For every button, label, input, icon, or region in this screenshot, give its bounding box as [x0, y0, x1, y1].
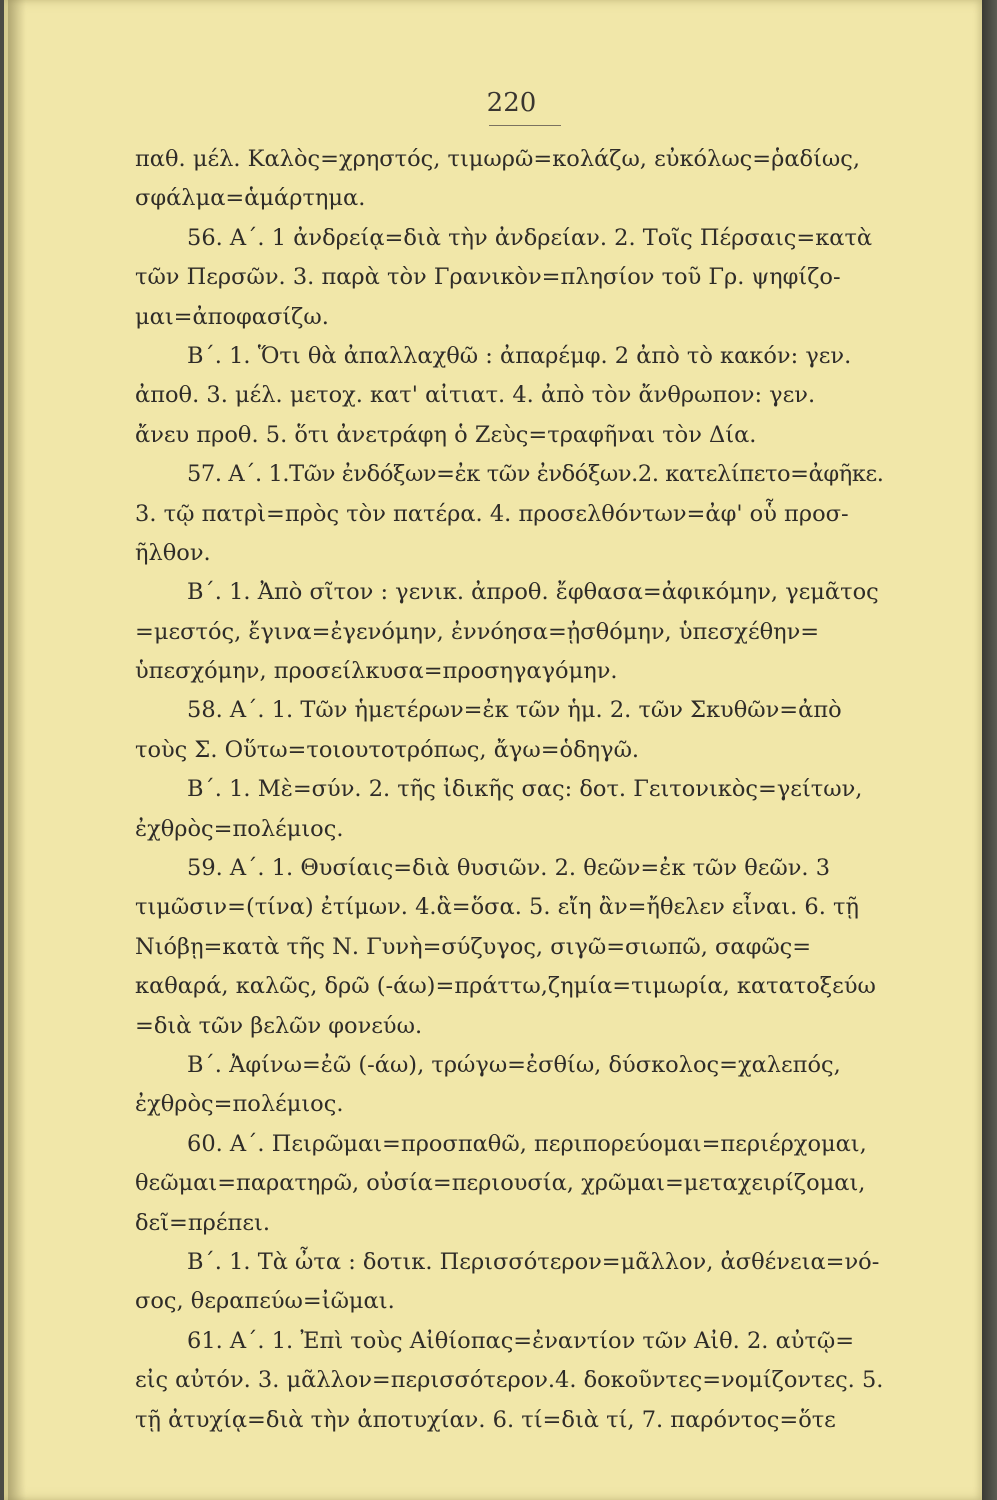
text-line: παθ. μέλ. Καλὸς=χρηστός, τιμωρῶ=κολάζω, εὐκόλως=ῥαδίως,	[135, 146, 861, 172]
text-line: ὑπεσχόμην, προσείλκυσα=προσηγαγόμην.	[135, 658, 618, 685]
text-line: δεῖ=πρέπει.	[135, 1209, 270, 1236]
text-line: εἰς αὐτόν. 3. μᾶλλον=περισσότερον.4. δοκοῦντες=νομίζοντες. 5.	[135, 1367, 884, 1394]
text-line: 3. τῷ πατρὶ=πρὸς τὸν πατέρα. 4. προσελθόντων=ἀφ' οὗ προσ-	[135, 500, 849, 527]
text-line: 58. Α΄. 1. Τῶν ἡμετέρων=ἐκ τῶν ἡμ. 2. τῶν Σκυθῶν=ἀπὸ	[187, 697, 842, 724]
text-line: ἐχθρὸς=πολέμιος.	[135, 1091, 344, 1118]
text-line: Β΄. 1. Ἀπὸ σῖτον : γενικ. ἀπροθ. ἔφθασα=ἀφικόμην, γεμᾶτος	[187, 579, 879, 606]
page-number: 220	[486, 88, 537, 118]
text-line: τῶν Περσῶν. 3. παρὰ τὸν Γρανικὸν=πλησίον τοῦ Γρ. ψηφίζο-	[135, 264, 841, 291]
text-line: 56. Α΄. 1 ἀνδρείᾳ=διὰ τὴν ἀνδρείαν. 2. Τοῖς Πέρσαις=κατὰ	[187, 224, 873, 251]
text-line: 57. Α΄. 1.Τῶν ἐνδόξων=ἐκ τῶν ἐνδόξων.2. κατελίπετο=ἀφῆκε.	[187, 461, 884, 488]
text-line: ἐχθρὸς=πολέμιος.	[135, 815, 344, 842]
text-line: Β΄. 1. Ὅτι θὰ ἀπαλλαχθῶ : ἀπαρέμφ. 2 ἀπὸ τὸ κακόν: γεν.	[187, 342, 852, 369]
text-line: τιμῶσιν=(τίνα) ἐτίμων. 4.ἃ=ὅσα. 5. εἴη ἂν=ἤθελεν εἶναι. 6. τῇ	[135, 894, 859, 921]
text-line: Β΄. 1. Τὰ ὦτα : δοτικ. Περισσότερον=μᾶλλον, ἀσθένεια=νό-	[187, 1248, 880, 1275]
text-line: =διὰ τῶν βελῶν φονεύω.	[135, 1012, 423, 1039]
text-line: 59. Α΄. 1. Θυσίαις=διὰ θυσιῶν. 2. θεῶν=ἐκ τῶν θεῶν. 3	[187, 855, 831, 882]
text-line: 60. Α΄. Πειρῶμαι=προσπαθῶ, περιπορεύομαι=περιέρχομαι,	[187, 1130, 867, 1157]
text-line: Β΄. 1. Μὲ=σύν. 2. τῆς ἰδικῆς σας: δοτ. Γειτονικὸς=γείτων,	[187, 776, 863, 803]
text-line: ἀποθ. 3. μέλ. μετοχ. κατ' αἰτιατ. 4. ἀπὸ τὸν ἄνθρωπον: γεν.	[135, 382, 816, 409]
page-body-text	[135, 140, 883, 1440]
page-number-rule	[489, 125, 561, 126]
text-line: 61. Α΄. 1. Ἐπὶ τοὺς Αἰθίοπας=ἐναντίον τῶν Αἰθ. 2. αὐτῷ=	[187, 1327, 855, 1354]
text-line: σφάλμα=ἁμάρτημα.	[135, 185, 366, 212]
book-page	[4, 0, 982, 1500]
text-line: θεῶμαι=παρατηρῶ, οὐσία=περιουσία, χρῶμαι=μεταχειρίζομαι,	[135, 1170, 866, 1197]
text-line: τοὺς Σ. Οὕτω=τοιουτοτρόπως, ἄγω=ὁδηγῶ.	[135, 736, 640, 763]
book-edge	[982, 0, 997, 1500]
text-line: ἄνευ προθ. 5. ὅτι ἀνετράφη ὁ Ζεὺς=τραφῆναι τὸν Δία.	[135, 421, 757, 448]
text-line: τῇ ἀτυχίᾳ=διὰ τὴν ἀποτυχίαν. 6. τί=διὰ τί, 7. παρόντος=ὅτε	[135, 1406, 836, 1433]
text-line: Νιόβῃ=κατὰ τῆς Ν. Γυνὴ=σύζυγος, σιγῶ=σιωπῶ, σαφῶς=	[135, 933, 812, 960]
text-line: =μεστός, ἔγινα=ἐγενόμην, ἐννόησα=ᾐσθόμην, ὑπεσχέθην=	[135, 618, 820, 645]
page-fold-shadow	[8, 0, 26, 1500]
text-line: μαι=ἀποφασίζω.	[135, 303, 329, 330]
text-line: ῆλθον.	[135, 539, 211, 566]
text-line: καθαρά, καλῶς, δρῶ (-άω)=πράττω,ζημία=τιμωρία, κατατοξεύω	[135, 973, 876, 1000]
text-line: σος, θεραπεύω=ἰῶμαι.	[135, 1288, 395, 1315]
text-line: Β΄. Ἀφίνω=ἐῶ (-άω), τρώγω=ἐσθίω, δύσκολος=χαλεπός,	[187, 1051, 841, 1078]
